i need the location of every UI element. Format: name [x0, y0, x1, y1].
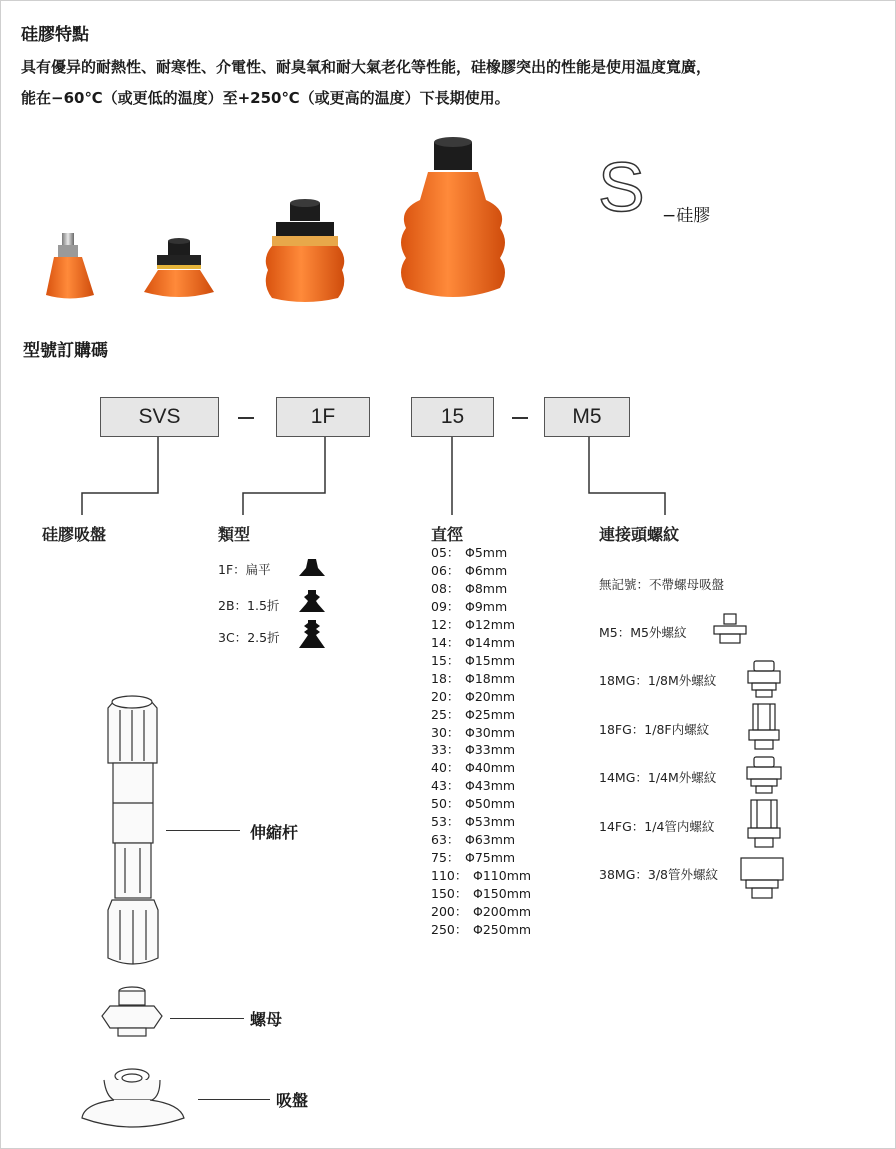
- part-label-rod: 伸縮杆: [250, 823, 299, 842]
- material-label: −硅膠: [662, 206, 711, 226]
- category-thread: 連接頭螺紋: [599, 525, 680, 544]
- 18fg-fitting-icon: [744, 702, 784, 752]
- diameter-code: 43：: [431, 778, 460, 794]
- diameter-item: [431, 777, 531, 795]
- features-line-2: 能在−60℃（或更低的温度）至+250℃（或更高的温度）下長期使用。: [21, 89, 510, 107]
- diameter-value: Φ12mm: [465, 616, 516, 632]
- 18mg-fitting-icon: [744, 659, 784, 699]
- diameter-value: Φ75mm: [465, 850, 516, 866]
- diameter-value: Φ43mm: [465, 778, 516, 794]
- section-title-order-code: 型號訂購碼: [23, 341, 108, 361]
- diameter-item: [431, 634, 531, 652]
- diameter-item: [431, 688, 531, 706]
- diameter-code: 150：: [431, 886, 468, 902]
- diameter-value: Φ20mm: [465, 688, 516, 704]
- diameter-code: 53：: [431, 814, 460, 830]
- type-desc: 1.5折: [247, 598, 280, 613]
- order-code-type: 1F: [276, 397, 370, 437]
- diameter-item: [431, 706, 531, 724]
- diameter-item: [431, 652, 531, 670]
- diameter-item: [431, 759, 531, 777]
- section-title-features: 硅膠特點: [21, 25, 89, 45]
- leader-line: [198, 1099, 270, 1100]
- diameter-value: Φ5mm: [465, 545, 508, 560]
- diameter-item: [431, 813, 531, 831]
- type-code: 1F：: [218, 562, 246, 577]
- type-desc: 扁平: [245, 562, 271, 577]
- diameter-item: [431, 598, 531, 616]
- leader-line: [166, 830, 240, 831]
- diameter-code: 15：: [431, 652, 460, 668]
- diameter-item: [431, 741, 531, 759]
- diameter-item: [431, 562, 531, 580]
- 38mg-fitting-icon: [738, 856, 786, 902]
- order-code-diameter: 15: [411, 397, 494, 437]
- diameter-value: Φ8mm: [465, 580, 508, 596]
- diameter-item: [431, 903, 531, 921]
- diameter-value: Φ25mm: [465, 706, 516, 722]
- type-desc: 2.5折: [247, 630, 280, 645]
- diameter-value: Φ33mm: [465, 742, 516, 758]
- diameter-code: 40：: [431, 760, 460, 776]
- order-code-connectors: [0, 0, 896, 560]
- order-code-material: SVS: [100, 397, 219, 437]
- diameter-list: [431, 544, 531, 939]
- m5-fitting-icon: [710, 612, 750, 646]
- diameter-code: 08：: [431, 580, 460, 596]
- diameter-code: 30：: [431, 724, 460, 740]
- bellows-2-5-icon: [298, 619, 326, 651]
- diameter-value: Φ14mm: [465, 634, 516, 650]
- diameter-code: 200：: [431, 904, 468, 920]
- order-code-thread: M5: [544, 397, 630, 437]
- diameter-code: 50：: [431, 796, 460, 812]
- diameter-value: Φ9mm: [465, 598, 508, 614]
- category-diameter: 直徑: [431, 525, 464, 544]
- thread-item: 18FG：1/8F内螺紋: [599, 722, 710, 737]
- 14mg-fitting-icon: [744, 755, 784, 795]
- diameter-item: [431, 670, 531, 688]
- diameter-value: Φ150mm: [473, 886, 532, 902]
- diameter-code: 20：: [431, 688, 460, 704]
- diameter-item: [431, 849, 531, 867]
- assembly-drawing: [70, 688, 220, 1133]
- diameter-value: Φ30mm: [465, 724, 516, 740]
- diameter-item: [431, 867, 531, 885]
- thread-item: 14MG：1/4M外螺紋: [599, 770, 717, 785]
- diameter-code: 09：: [431, 598, 460, 614]
- diameter-code: 110：: [431, 868, 468, 884]
- flat-cup-icon: [298, 557, 326, 579]
- diameter-value: Φ40mm: [465, 760, 516, 776]
- features-line-1: 具有優异的耐熱性、耐寒性、介電性、耐臭氧和耐大氣老化等性能，硅橡膠突出的性能是使用温度寬廣，: [21, 58, 712, 76]
- diameter-code: 33：: [431, 742, 460, 758]
- diameter-item: [431, 885, 531, 903]
- thread-item: 14FG：1/4管内螺紋: [599, 819, 715, 834]
- diameter-code: 18：: [431, 670, 460, 686]
- diameter-value: Φ6mm: [465, 562, 508, 578]
- diameter-value: Φ15mm: [465, 652, 516, 668]
- diameter-value: Φ250mm: [473, 922, 532, 938]
- diameter-item: [431, 544, 531, 562]
- category-material: 硅膠吸盤: [42, 525, 107, 544]
- type-item: [218, 560, 271, 578]
- diameter-code: 25：: [431, 706, 460, 722]
- diameter-value: Φ63mm: [465, 832, 516, 848]
- diameter-value: Φ110mm: [473, 868, 532, 884]
- category-type: 類型: [218, 525, 251, 544]
- material-letter: S: [598, 148, 645, 226]
- thread-item: 38MG：3/8管外螺紋: [599, 867, 719, 882]
- diameter-item: [431, 616, 531, 634]
- diameter-code: 14：: [431, 634, 460, 650]
- diameter-code: 06：: [431, 562, 460, 578]
- type-code: 3C：: [218, 630, 248, 645]
- diameter-item: [431, 795, 531, 813]
- leader-line: [170, 1018, 244, 1019]
- diameter-code: 05：: [431, 545, 460, 560]
- thread-none: 無記號：不帶螺母吸盤: [599, 577, 725, 592]
- diameter-value: Φ53mm: [465, 814, 516, 830]
- 14fg-fitting-icon: [744, 798, 784, 850]
- diameter-item: [431, 831, 531, 849]
- type-item: [218, 596, 279, 614]
- diameter-code: 75：: [431, 850, 460, 866]
- diameter-value: Φ200mm: [473, 904, 532, 920]
- diameter-value: Φ18mm: [465, 670, 516, 686]
- diameter-code: 63：: [431, 832, 460, 848]
- diameter-code: 12：: [431, 616, 460, 632]
- part-label-nut: 螺母: [250, 1010, 283, 1029]
- part-label-cup: 吸盤: [276, 1091, 309, 1110]
- type-item: [218, 628, 280, 646]
- diameter-item: [431, 580, 531, 598]
- diameter-value: Φ50mm: [465, 796, 516, 812]
- thread-item: 18MG：1/8M外螺紋: [599, 673, 717, 688]
- thread-item: M5：M5外螺紋: [599, 625, 687, 640]
- diameter-item: [431, 724, 531, 742]
- diameter-code: 250：: [431, 922, 468, 938]
- bellows-1-5-icon: [298, 589, 326, 615]
- diameter-item: [431, 921, 531, 939]
- type-code: 2B：: [218, 598, 248, 613]
